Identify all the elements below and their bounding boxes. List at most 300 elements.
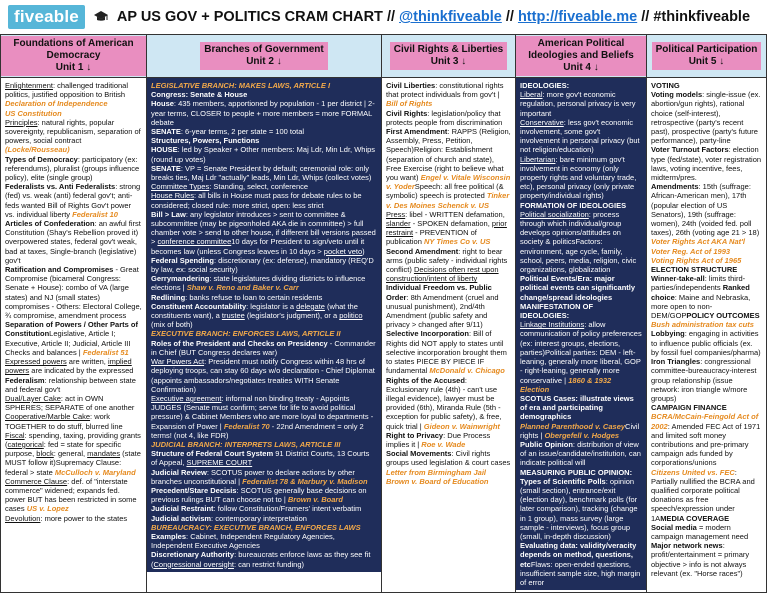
case-reference: 1860 & 1932 Election xyxy=(520,375,612,394)
chart-entry xyxy=(520,541,642,587)
body-text: - PREVENTION of publication xyxy=(386,228,477,247)
chart-entry xyxy=(651,237,762,255)
body-text: are indicated by the expressed xyxy=(29,366,134,376)
chart-entry xyxy=(651,182,762,237)
bold-heading: First Amendment xyxy=(386,127,448,137)
bold-heading: FORMATION OF IDEOLOGIES xyxy=(520,200,627,210)
chart-entry xyxy=(5,99,142,108)
chart-entry xyxy=(151,523,377,532)
key-term: mandates xyxy=(87,449,121,459)
case-reference: Brown v. Board of Education xyxy=(386,476,489,486)
body-text: : bare minimum gov't involvement in economy (only property rights and voluntary trade, etc), personal privacy (only private property/individual rights) xyxy=(520,154,637,201)
body-text: : RAPPS (Religion, Assembly, Press, Petition, Speech) xyxy=(386,127,511,155)
bold-heading: Judicial Review xyxy=(151,467,207,477)
body-text: - Expansion of Power | xyxy=(151,412,374,431)
body-text: (what the constituents want), a xyxy=(151,301,358,321)
key-term: Conservative xyxy=(520,117,564,127)
chart-entry xyxy=(386,283,511,329)
header-bar xyxy=(0,0,767,34)
body-text: - 22nd Amendment = only 2 terms! (not 4, like FDR) xyxy=(151,421,364,440)
body-text: are written, xyxy=(66,357,108,367)
bold-heading: Federalists vs. Anti Federalists xyxy=(5,182,116,192)
key-term: categorical xyxy=(7,439,44,449)
chart-entry xyxy=(151,210,377,256)
bold-heading: SENATE xyxy=(151,163,181,173)
body-text: : limits third-parties/independents xyxy=(651,274,746,293)
chart-entry xyxy=(386,329,511,375)
unit-title: Foundations of American Democracy xyxy=(13,38,134,61)
case-reference: Federalist 51 xyxy=(82,347,129,357)
chart-entry xyxy=(386,247,511,284)
case-reference: Planned Parenthood v. Casey xyxy=(520,421,626,431)
chart-entry xyxy=(5,394,142,431)
bold-heading: Federalism xyxy=(5,375,45,385)
bold-heading: HOUSE xyxy=(151,145,178,155)
chart-entry xyxy=(5,81,142,99)
chart-entry xyxy=(651,357,762,403)
bold-heading: Congress: Senate & House xyxy=(151,90,248,100)
body-text: : can restrict funding) xyxy=(233,559,304,569)
key-term: trustee xyxy=(221,311,245,321)
body-text: : 6-year terms, 2 per state = 100 total xyxy=(180,127,305,137)
key-term: Cooperative/Marble Cake xyxy=(5,412,91,422)
chart-entry xyxy=(151,339,377,357)
case-reference: Brown v. Board xyxy=(287,495,343,505)
key-term: conference committee xyxy=(157,237,232,247)
body-text: : banks refuse to loan to certain residents xyxy=(185,292,323,302)
chart-entry xyxy=(5,109,142,118)
case-reference: Bush administration tax cuts xyxy=(651,320,754,330)
bold-heading: Judicial activism xyxy=(151,513,212,523)
bold-heading: SCOTUS Cases: illustrate views of era and participating demographics xyxy=(520,393,634,422)
key-term: Libertarian xyxy=(520,154,556,164)
chart-entry xyxy=(151,394,377,440)
chart-entry xyxy=(520,210,642,274)
chart-entry xyxy=(5,320,142,357)
key-term: Decisions often rest upon construction/intent of liberty xyxy=(386,265,499,284)
body-text: - Chief Diplomat (appoints ambassadors/negotiates treaties WITH Senate Confirmation) xyxy=(151,366,375,394)
body-text: : election type (fed/state), voter registration laws, voting incentive, fees, midterm/pres. xyxy=(651,145,762,183)
body-text: 10 days for President to sign/veto until it becomes law (unless Congress leaves in 10 days > xyxy=(151,237,365,256)
chart-entry xyxy=(151,145,377,163)
body-text: : congressional committee-bureaucracy-interest group relationship (issue network: iron triangle w/more groups) xyxy=(651,357,757,403)
body-text: : VP = Senate President by default; ceremonial role: only breaks ties, Maj Ldr "actually" leads, Min Ldr, Whips (collect votes) xyxy=(151,163,372,183)
unit-3-title-pill xyxy=(390,42,507,70)
chart-entry xyxy=(520,274,642,302)
chart-entry xyxy=(520,90,642,118)
chart-entry xyxy=(520,302,642,320)
body-text: - Commander in Chief (BUT Congress declares war) xyxy=(151,338,376,357)
body-text: : process through which individual/group develops opinions/attitudes on society & politics xyxy=(520,209,622,247)
key-term: Political socialization xyxy=(520,209,589,219)
body-text: Supremacy Clause: federal > state xyxy=(5,458,122,477)
bold-heading: Discretionary Authority xyxy=(151,550,235,560)
body-text: : Amended FEC Act of 1971 and limited soft money contributions and pre-primary campaign ads funded by corporations/unions xyxy=(651,421,761,468)
unit-1-body xyxy=(1,78,146,526)
case-reference: Roe v. Wade xyxy=(421,439,466,449)
chart-entry xyxy=(151,256,377,274)
unit-title: American Political Ideologies and Beliefs xyxy=(528,38,634,61)
key-term: Dual/Layer Cake xyxy=(5,393,61,403)
body-text: : Bill of Rights did NOT apply to states until selective incorporation brought them to states PIECE BY PIECE IF fundamental xyxy=(386,329,507,376)
bold-heading: Winner-take-all xyxy=(651,274,705,284)
body-text: = modern campaign management need xyxy=(651,522,749,541)
body-text: : discretionary (ex: defense), mandatory (REQ'D by law, ex: social security) xyxy=(151,255,374,275)
chart-entry xyxy=(651,274,762,320)
chart-entry xyxy=(5,118,142,155)
bold-heading: Structures, Powers, Functions xyxy=(151,136,260,146)
chart-entry xyxy=(5,477,142,514)
chart-entry xyxy=(151,182,377,191)
bold-heading: Federal Spending xyxy=(151,255,214,265)
chart-entry xyxy=(5,431,142,477)
bold-heading: MEDIA COVERAGE xyxy=(660,513,730,523)
case-reference: US v. Lopez xyxy=(26,504,69,514)
body-text: : general, xyxy=(53,449,88,459)
key-term: politico xyxy=(339,311,363,321)
bold-heading: Civil Liberties xyxy=(386,81,436,90)
chart-entry xyxy=(386,376,511,431)
body-text: : fed = state for specific purpose, xyxy=(5,439,122,459)
bold-heading: Ratification and Compromises xyxy=(5,265,114,275)
case-reference: Voting Rights Act of 1965 xyxy=(651,255,742,265)
body-text: - Appoints JUDGES (Senate must confirm; serve for life to avoid political pressure) & Cabinet Members who are more loyal to departments xyxy=(151,393,369,422)
chart-entry xyxy=(520,155,642,201)
chart-entry xyxy=(151,164,377,182)
graduation-cap-icon xyxy=(93,9,109,25)
bold-heading: Roles of the President and Checks on Presidency xyxy=(151,338,328,348)
key-term: Liberal xyxy=(520,90,543,100)
key-term: War Powers Act xyxy=(151,357,205,367)
body-text: : libel - WRITTEN defamation, xyxy=(405,209,505,219)
chart-entry xyxy=(5,265,142,320)
body-text: : SCOTUS generally base decisions on previous rulings BUT can choose not to | xyxy=(151,485,367,505)
chart-entry xyxy=(151,357,377,394)
body-text: : opinion (small section), entrance/exit (election day), benchmark polls (for later comparison), tracking (change in 1 group), mass survey (large sample - interviews), focus group (small, in-depth discussion) xyxy=(520,476,638,541)
bold-heading: Public Opinion xyxy=(520,439,573,449)
case-reference: NY Times Co v. US xyxy=(423,237,491,247)
body-text: : Civil rights groups used legislation & court cases xyxy=(386,449,511,468)
body-text: : led by Speaker + Other members: Maj Ldr, Min Ldr, Whips (round up votes) xyxy=(151,145,376,164)
case-reference: Schenck v. US xyxy=(437,200,489,210)
case-reference: US Constitution xyxy=(5,108,62,118)
unit-3-column xyxy=(381,34,515,593)
body-text: : 15th (suffrage: African-American men), 17th (popular election of US Senators), 19th (suffrage: women), 24th (voided fed. poll taxes), 26th (voting age 21 > 18) xyxy=(651,182,760,238)
handle-link[interactable]: @thinkfiveable xyxy=(399,9,502,25)
page-title xyxy=(117,9,750,25)
body-text: : distribution of view of an issue/candidate/institution, can indicate political will xyxy=(520,439,641,468)
key-term: block xyxy=(36,449,54,459)
case-reference: Shaw v. Reno and Baker v. Carr xyxy=(186,283,299,293)
unit-title: Branches of Government xyxy=(204,44,324,55)
body-text: : participatory (ex: referendums), pluralist (groups influence policy), elite (single group) xyxy=(5,154,140,183)
unit-4-body xyxy=(516,78,646,590)
bold-heading: Bill > Law xyxy=(151,209,186,219)
bold-heading: Separation of Powers / Other Parts of Constitution xyxy=(5,320,138,339)
bold-heading: Precedent/Stare Decisis xyxy=(151,485,237,495)
chart-entry xyxy=(151,302,377,330)
chart-entry xyxy=(386,127,511,210)
chart-entry xyxy=(151,274,377,292)
unit-5-header xyxy=(647,34,766,78)
chart-entry xyxy=(520,118,642,155)
chart-entry xyxy=(651,412,762,467)
chart-entry xyxy=(651,320,762,329)
case-reference: Engel v. Vitale xyxy=(420,173,471,183)
body-text: : an awful first Constitution (Shay's Rebellion proved it) overpowered states, federal gov't weak, bad at taxes, Single-branch (legislative) gov't xyxy=(5,219,141,265)
chart-entry xyxy=(520,477,642,541)
chart-title: AP US GOV + POLITICS CRAM CHART xyxy=(116,9,383,25)
case-reference: Letter from Birmingham Jail xyxy=(386,467,487,477)
bold-heading: Political Events/Era: major political events can significantly change/spread ideologies xyxy=(520,274,636,302)
key-term: Devolution xyxy=(5,513,41,523)
chart-entry xyxy=(386,431,511,449)
chart-entry xyxy=(520,394,642,422)
body-text: : Due Process implies it | xyxy=(386,430,491,449)
key-term: slander xyxy=(386,219,411,229)
unit-2-header xyxy=(147,34,381,78)
separator: // xyxy=(505,9,514,25)
chart-entry xyxy=(520,320,642,394)
chart-entry xyxy=(520,422,642,440)
body-text: : SCOTUS power to declare actions by other branches unconstitutional | xyxy=(151,467,355,486)
bold-heading: MANIFESTATION OF IDEOLOGIES: xyxy=(520,301,594,321)
body-text: : bureaucrats enforce laws as they see fit ( xyxy=(151,550,371,569)
body-text: : Exclusionary rule (4th) - can't use illegal evidence), lawyer must be provided (6th), Miranda Rule (5th - exception for public safety), & free, quick trial | xyxy=(386,375,502,431)
key-term: SUPREME COURT xyxy=(186,458,253,468)
body-text: : 8th Amendment (cruel and unusual punishment), 2nd/4th Amendment (public safety and privacy > changed after 9/11) xyxy=(386,292,499,330)
body-text: : state legislatures dividing districts to influence elections | xyxy=(151,274,366,293)
chart-entry xyxy=(520,201,642,210)
key-term: Principles xyxy=(5,117,38,127)
body-text: : President must notify Congress within 48 hrs of deploying troops, can stay 60 days w/o declaration xyxy=(151,357,365,376)
case-reference: Tinker v. Des Moines xyxy=(386,191,510,210)
bold-heading: Lobbying xyxy=(651,329,685,339)
case-reference: McDonald v. Chicago xyxy=(429,366,505,376)
body-text: : less gov't economic involvement, some gov't involvement in personal privacy (but not religion/education) xyxy=(520,117,640,155)
case-reference: Voter Rights Act AKA Nat'l Voter Reg. Act of 1993 xyxy=(651,237,746,256)
bold-heading: Iron Triangles xyxy=(651,357,701,367)
unit-title: Political Participation xyxy=(655,44,758,55)
chart-entry xyxy=(151,90,377,99)
bold-heading: IDEOLOGIES: xyxy=(520,81,570,90)
unit-title: Civil Rights & Liberties xyxy=(393,44,504,55)
body-text: : Cabinet, Independent Regulatory Agencies, Independent Executive Agencies xyxy=(151,531,335,551)
bold-heading: Examples xyxy=(151,531,187,541)
chart-entry xyxy=(651,145,762,182)
chart-entry xyxy=(151,99,377,127)
bold-heading: House xyxy=(151,99,174,109)
chart-entry xyxy=(520,81,642,90)
chart-entry xyxy=(5,155,142,183)
body-text: Speech: all free political (& symbolic) speech is protected xyxy=(386,182,504,201)
body-text: : constitutional rights that protect individuals from gov't | xyxy=(386,81,504,100)
unit-number: Unit 2 ↓ xyxy=(246,56,282,67)
body-text: (legislator's judgment), or a xyxy=(244,311,340,321)
site-link[interactable]: http://fiveable.me xyxy=(517,9,638,25)
case-reference: EXECUTIVE BRANCH: ENFORCES LAWS, ARTICLE II xyxy=(151,329,341,339)
unit-2-title-pill xyxy=(200,42,327,70)
case-reference: LEGISLATIVE BRANCH: MAKES LAWS, ARTICLE I xyxy=(151,81,331,90)
bold-heading: Voting models xyxy=(651,90,703,100)
body-text: : allow communication of policy preferences (ex: interest groups, elections, parties) xyxy=(520,320,642,357)
bold-heading: Right to Privacy xyxy=(386,430,444,440)
bold-heading: Selective Incorporation xyxy=(386,329,469,339)
body-text: - Great Compromise (bicameral Congress: Senate + House): combo of VA (large states) and NJ (small states) compromises - Others: Electoral College, ¾ compromise, amendment process xyxy=(5,265,142,321)
chart-entry xyxy=(386,449,511,486)
body-text: : legislator is a xyxy=(246,301,297,311)
chart-entry xyxy=(651,265,762,274)
key-term: implied powers xyxy=(5,357,132,376)
chart-entry xyxy=(151,293,377,302)
separator: // xyxy=(386,9,396,25)
body-text: Flaws: open-ended questions, insufficient sample size, high margin of error xyxy=(520,559,641,587)
body-text: : strong (fed) vs. weak (anti) federal gov't; anti-feds wanted Bill of Rights Gov't power vs. individual liberty xyxy=(5,182,141,219)
case-reference: JUDICIAL BRANCH: INTERPRETS LAWS, ARTICLE III xyxy=(151,439,341,449)
separator: // xyxy=(641,9,650,25)
chart-entry xyxy=(5,357,142,375)
unit-4-column xyxy=(515,34,646,593)
bold-heading: Structure of Federal Court System xyxy=(151,449,274,459)
bold-heading: SENATE xyxy=(151,127,181,137)
bold-heading: VOTING xyxy=(651,81,680,90)
case-reference: Wisconsin v. Yoder xyxy=(386,173,511,192)
body-text: : Maine and Nebraska, more open to non-DEM/GOP xyxy=(651,292,751,321)
chart-entry xyxy=(651,81,762,90)
key-term: Expressed powers xyxy=(5,357,67,367)
case-reference: Bill of Rights xyxy=(386,99,433,109)
case-reference: Gideon v. Wainwright xyxy=(423,421,500,431)
bold-heading: Constituent Accountability xyxy=(151,301,247,311)
body-text: : work TOGETHER to do stuff, blurred line xyxy=(5,412,123,431)
bold-heading: Types of Democracy xyxy=(5,154,78,164)
unit-2-column xyxy=(146,34,381,593)
bold-heading: Rights of the Accused xyxy=(386,375,465,385)
body-text: : relationship between state and federal gov't xyxy=(5,375,136,394)
chart-entry xyxy=(386,210,511,247)
key-term: delegate xyxy=(296,301,325,311)
case-reference: BCRA/McCain-Feingold Act of 2002 xyxy=(651,412,759,431)
bold-heading: POLICY OUTCOMES xyxy=(686,311,760,321)
cram-chart-grid xyxy=(0,34,767,593)
fiveable-logo[interactable]: fiveable xyxy=(8,5,85,29)
case-reference: BUREAUCRACY: EXECUTIVE BRANCH, ENFORCES LAWS xyxy=(151,522,361,532)
chart-entry xyxy=(151,329,377,338)
case-reference: Obergefell v. Hodges xyxy=(544,430,620,440)
bold-heading: MEASURING PUBLIC OPINION: xyxy=(520,467,633,477)
bold-heading: Ranked choice xyxy=(651,283,750,302)
unit-5-title-pill xyxy=(652,42,762,70)
bold-heading: Civil Rights xyxy=(386,108,428,118)
chart-entry xyxy=(651,468,762,523)
bold-heading: Amendments xyxy=(651,182,699,192)
key-term: Linkage Institutions xyxy=(520,320,585,330)
chart-entry xyxy=(151,468,377,486)
body-text: : profit/entertainment = primary objective > info is not always relevant (ex. "Horse races") xyxy=(651,541,750,578)
body-text: : right to bear arms (public safety - individual rights conflict) xyxy=(386,246,508,275)
key-term: House Rules xyxy=(151,191,194,201)
chart-entry xyxy=(520,468,642,477)
case-reference: Federalist 78 & Marbury v. Madison xyxy=(242,476,368,486)
unit-2-body xyxy=(147,78,381,572)
bold-heading: Redlining xyxy=(151,292,186,302)
case-reference: McCulloch v. Maryland xyxy=(54,467,136,477)
bold-heading: Voter Turnout Factors xyxy=(651,145,729,155)
body-text: : def. of "interstate commerce" widened; expands fed. power BUT has been restricted in some cases xyxy=(5,476,137,514)
chart-entry xyxy=(151,532,377,550)
body-text: : any legislator introduces > sent to committee & subcommittee (may be pigeonholed AKA die in committee) > full chamber vote > send to other house, if different bill versions passed > xyxy=(151,209,376,247)
unit-4-header xyxy=(516,34,646,78)
chart-entry xyxy=(386,109,511,127)
chart-entry xyxy=(151,504,377,522)
unit-1-title-pill xyxy=(1,36,146,76)
key-term: Executive agreement xyxy=(151,393,222,403)
body-text: : more gov't economic regulation, personal privacy is very important xyxy=(520,90,636,118)
bold-heading: Second Amendment xyxy=(386,246,459,256)
bold-heading: CAMPAIGN FINANCE xyxy=(651,403,727,413)
bold-heading: Judicial Restraint xyxy=(151,504,214,514)
unit-5-column xyxy=(646,34,767,593)
chart-entry xyxy=(5,376,142,394)
chart-entry xyxy=(651,523,762,578)
unit-number: Unit 3 ↓ xyxy=(430,56,467,67)
case-reference: Federalist 70 xyxy=(223,421,270,431)
chart-entry xyxy=(151,486,377,504)
body-text: Religion: Establishment (separation of church and state), Free Exercise (right to believe what you want) xyxy=(386,145,504,183)
unit-number: Unit 1 ↓ xyxy=(55,62,92,73)
body-text: 91 District Courts, 13 Courts of Appeal, xyxy=(151,449,370,468)
chart-entry xyxy=(5,219,142,265)
bold-heading: Individual Freedom vs. Public Order xyxy=(386,283,492,302)
chart-entry xyxy=(651,329,762,357)
body-text: Political parties: DEM - left-leaning, generally more liberal, GOP - right-leaning, generally more conservative | xyxy=(520,347,641,385)
unit-number: Unit 5 ↓ xyxy=(688,56,725,67)
chart-entry xyxy=(151,81,377,90)
chart-entry xyxy=(651,256,762,265)
unit-4-title-pill xyxy=(516,36,646,76)
bold-heading: ELECTION STRUCTURE xyxy=(651,265,738,275)
chart-entry xyxy=(520,440,642,468)
chart-entry xyxy=(151,127,377,136)
unit-1-header xyxy=(1,34,146,78)
key-term: Commerce Clause xyxy=(5,476,68,486)
key-term: Fiscal xyxy=(5,430,25,440)
body-text: (mix of both) xyxy=(151,320,193,330)
unit-number: Unit 4 ↓ xyxy=(563,62,599,73)
key-term: Enlightenment xyxy=(5,81,53,90)
bold-heading: Social Movements xyxy=(386,449,452,459)
body-text: : single-issue (ex. abortion/gun rights), rational choice (self-interest), retrospective (party's recent past), prospective (party's future performance), party-line xyxy=(651,90,761,146)
body-text: - SPOKEN defamation, xyxy=(410,219,492,229)
body-text: : follow Constitution/Framers' intent verbatim xyxy=(213,504,362,514)
key-term: prior restraint xyxy=(386,219,507,238)
body-text: : 435 members, apportioned by population - 1 per district | 2-year terms, CLOSER to people + more members = more FORMAL debate xyxy=(151,99,375,127)
unit-5-body xyxy=(647,78,766,581)
body-text: Legislative, Article I; Executive, Article II; Judicial, Article III Checks and balances | xyxy=(5,329,131,357)
unit-3-body xyxy=(382,78,515,489)
key-term: Congressional oversight xyxy=(153,559,234,569)
body-text: : informal non binding treaty xyxy=(221,393,315,403)
body-text: Civil rights | xyxy=(520,421,640,440)
case-reference: Citizens United vs. FEC xyxy=(651,467,735,477)
bold-heading: Social media xyxy=(651,522,697,532)
body-text: : natural rights, popular sovereignty, republicanism, separation of powers, social contract xyxy=(5,117,141,146)
chart-entry xyxy=(151,440,377,449)
case-reference: Declaration of Independence xyxy=(5,99,108,109)
body-text: : all bills in House must pass for debate rules to be considered; closed rule: more strict, open: less strict xyxy=(151,191,362,210)
key-term: Press xyxy=(386,209,406,219)
body-text: : spending, taxing, providing grants ( xyxy=(5,430,141,449)
